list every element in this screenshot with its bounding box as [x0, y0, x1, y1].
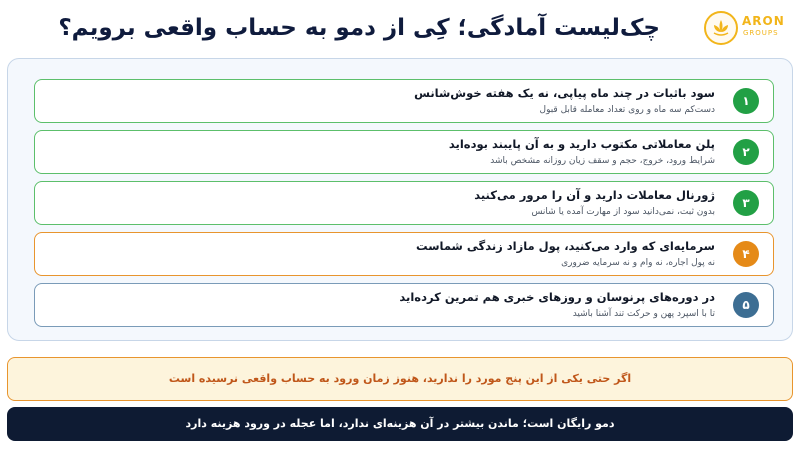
logo-subtitle: GROUPS [743, 29, 779, 37]
item-number-badge: ۲ [733, 139, 759, 165]
item-title: در دوره‌های پرنوسان و روزهای خبری هم تمرین کرده‌اید [399, 290, 715, 304]
checklist-item-1 [34, 79, 774, 123]
page-title: چک‌لیست آمادگی؛ کِی از دمو به حساب واقعی برویم؟ [58, 15, 660, 41]
checklist-item-5 [34, 283, 774, 327]
logo-name: ARON [742, 14, 785, 28]
checklist-item-4 [34, 232, 774, 276]
checklist-item-3 [34, 181, 774, 225]
item-number-badge: ۱ [733, 88, 759, 114]
checklist-item-2 [34, 130, 774, 174]
item-title: سود باثبات در چند ماه پیاپی، نه یک هفته خوش‌شانس [414, 86, 715, 100]
checklist-panel [7, 58, 793, 341]
item-title: سرمایه‌ای که وارد می‌کنید، پول مازاد زندگی شماست [416, 239, 715, 253]
item-number-badge: ۳ [733, 190, 759, 216]
footer-banner: دمو رایگان است؛ ماندن بیشتر در آن هزینه‌ای ندارد، اما عجله در ورود هزینه دارد [7, 407, 793, 441]
item-subtitle: شرایط ورود، خروج، حجم و سقف زیان روزانه مشخص باشد [490, 156, 715, 166]
item-title: پلن معاملاتی مکتوب دارید و به آن پایبند بوده‌اید [448, 137, 715, 151]
item-number-badge: ۴ [733, 241, 759, 267]
warning-banner: اگر حتی یکی از این پنج مورد را ندارید، هنوز زمان ورود به حساب واقعی نرسیده است [7, 357, 793, 401]
lotus-logo-icon [704, 11, 738, 45]
item-number-badge: ۵ [733, 292, 759, 318]
item-title: ژورنال معاملات دارید و آن را مرور می‌کنید [474, 188, 715, 202]
item-subtitle: تا با اسپرد پهن و حرکت تند آشنا باشید [572, 309, 715, 319]
item-subtitle: دست‌کم سه ماه و روی تعداد معامله قابل قبول [539, 105, 715, 115]
brand-logo [704, 10, 794, 46]
item-subtitle: بدون ثبت، نمی‌دانید سود از مهارت آمده یا شانس [531, 207, 715, 217]
item-subtitle: نه پول اجاره، نه وام و نه سرمایه ضروری [561, 258, 715, 268]
